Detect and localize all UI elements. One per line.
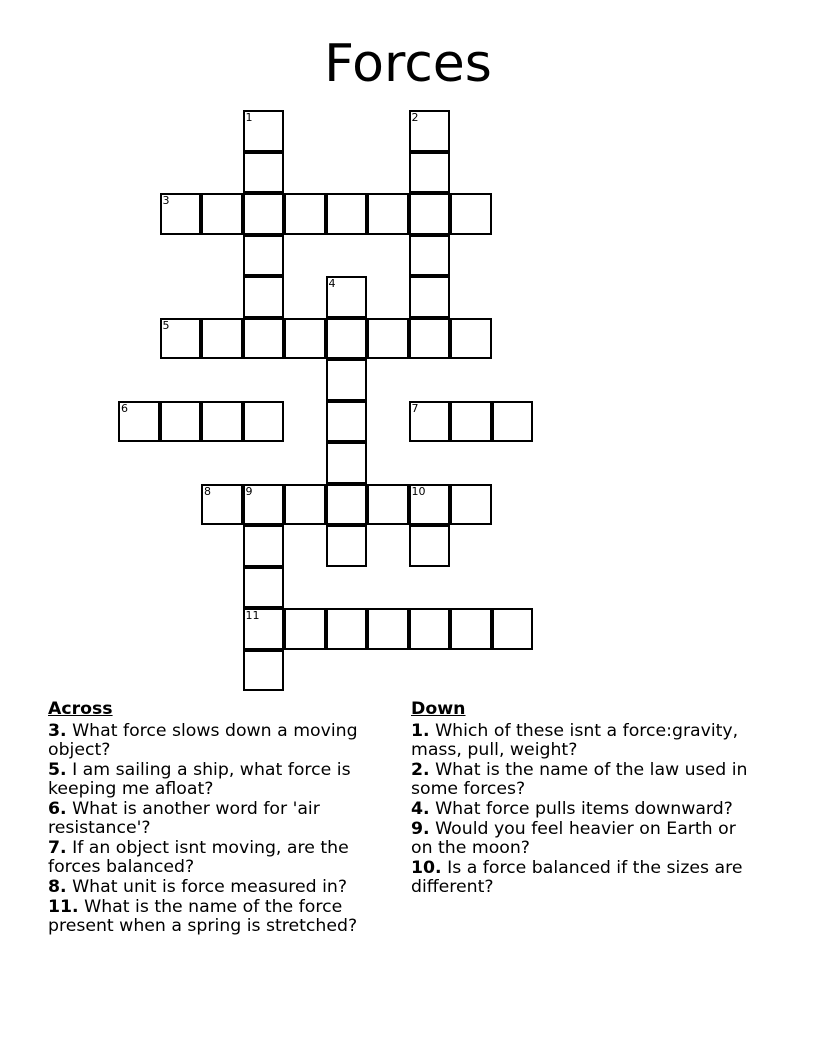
page-title: Forces [324, 34, 492, 94]
grid-cell[interactable] [409, 193, 451, 235]
clue-across-8 [48, 878, 393, 897]
grid-cell[interactable] [160, 318, 202, 360]
grid-cell[interactable] [450, 608, 492, 650]
grid-cell[interactable] [284, 318, 326, 360]
clue-text: What unit is force measured in? [72, 877, 348, 897]
clue-number: 1. [411, 721, 430, 741]
grid-cell[interactable] [367, 484, 409, 526]
grid-cell[interactable] [409, 608, 451, 650]
grid-cell[interactable] [409, 401, 451, 443]
grid-cell[interactable] [243, 525, 285, 567]
clue-across-3 [48, 722, 393, 760]
grid-cell[interactable] [326, 608, 368, 650]
grid-cell[interactable] [409, 110, 451, 152]
grid-cell[interactable] [450, 484, 492, 526]
grid-cell[interactable] [409, 152, 451, 194]
grid-cell[interactable] [243, 152, 285, 194]
grid-cell[interactable] [243, 193, 285, 235]
grid-cell[interactable] [409, 235, 451, 277]
grid-cell[interactable] [284, 608, 326, 650]
grid-cell[interactable] [326, 276, 368, 318]
cell-number: 9 [245, 484, 253, 498]
grid-cell[interactable] [118, 401, 160, 443]
grid-cell[interactable] [243, 608, 285, 650]
cell-number: 4 [328, 277, 336, 290]
grid-cell[interactable] [326, 401, 368, 443]
grid-cell[interactable] [326, 525, 368, 567]
grid-cell[interactable] [409, 318, 451, 360]
clue-text: What force pulls items downward? [435, 799, 733, 819]
grid-cell[interactable] [367, 608, 409, 650]
grid-cell[interactable] [243, 650, 285, 692]
down-heading: Down [411, 699, 466, 719]
clue-down-9 [411, 820, 756, 858]
grid-cell[interactable] [201, 193, 243, 235]
cell-number: 1 [245, 111, 253, 124]
grid-cell[interactable] [326, 484, 368, 526]
clue-number: 2. [411, 760, 430, 780]
grid-cell[interactable] [326, 442, 368, 484]
clue-number: 6. [48, 799, 67, 819]
clue-text: I am sailing a ship, what force is keeping me afloat? [48, 760, 351, 799]
grid-cell[interactable] [243, 318, 285, 360]
grid-cell[interactable] [284, 193, 326, 235]
grid-cell[interactable] [243, 276, 285, 318]
cell-number: 10 [411, 484, 426, 498]
grid-cell[interactable] [243, 567, 285, 609]
clue-across-6 [48, 800, 393, 838]
grid-cell[interactable] [201, 318, 243, 360]
clue-across-7 [48, 839, 393, 877]
grid-cell[interactable] [450, 318, 492, 360]
clue-number: 5. [48, 760, 67, 780]
clue-number: 7. [48, 838, 67, 858]
grid-cell[interactable] [326, 359, 368, 401]
clue-down-4 [411, 800, 756, 819]
grid-cell[interactable] [326, 193, 368, 235]
clue-text: Is a force balanced if the sizes are different? [411, 858, 743, 897]
clue-text: If an object isnt moving, are the forces balanced? [48, 838, 349, 877]
grid-cell[interactable] [492, 608, 534, 650]
clue-down-2 [411, 761, 756, 799]
cell-number: 7 [411, 401, 419, 415]
cell-number: 5 [162, 318, 170, 332]
clue-text: Would you feel heavier on Earth or on the moon? [411, 819, 736, 858]
down-clues [411, 700, 756, 898]
clue-across-11 [48, 898, 393, 936]
across-heading: Across [48, 699, 113, 719]
cell-number: 11 [245, 609, 260, 622]
grid-cell[interactable] [160, 193, 202, 235]
grid-cell[interactable] [243, 401, 285, 443]
grid-cell[interactable] [243, 235, 285, 277]
clue-number: 8. [48, 877, 67, 897]
grid-cell[interactable] [450, 401, 492, 443]
cell-number: 2 [411, 111, 419, 124]
clue-number: 11. [48, 897, 79, 917]
clue-number: 10. [411, 858, 442, 878]
clue-down-1 [411, 722, 756, 760]
grid-cell[interactable] [409, 525, 451, 567]
across-clues [48, 700, 393, 937]
cell-number: 3 [162, 194, 170, 207]
grid-cell[interactable] [201, 484, 243, 526]
grid-cell[interactable] [284, 484, 326, 526]
clue-text: What force slows down a moving object? [48, 721, 358, 760]
grid-cell[interactable] [160, 401, 202, 443]
clue-across-5 [48, 761, 393, 799]
grid-cell[interactable] [409, 484, 451, 526]
clue-text: What is another word for 'air resistance'? [48, 799, 320, 838]
grid-cell[interactable] [367, 193, 409, 235]
clue-number: 4. [411, 799, 430, 819]
grid-cell[interactable] [367, 318, 409, 360]
clue-text: Which of these isnt a force:gravity, mass, pull, weight? [411, 721, 739, 760]
cell-number: 6 [121, 401, 128, 415]
grid-cell[interactable] [243, 484, 285, 526]
clue-number: 3. [48, 721, 67, 741]
clue-text: What is the name of the law used in some forces? [411, 760, 748, 799]
grid-cell[interactable] [243, 110, 285, 152]
clue-number: 9. [411, 819, 430, 839]
grid-cell[interactable] [326, 318, 368, 360]
clue-text: What is the name of the force present when a spring is stretched? [48, 897, 358, 936]
grid-cell[interactable] [409, 276, 451, 318]
clue-down-10 [411, 859, 756, 897]
cell-number: 8 [204, 484, 211, 498]
grid-cell[interactable] [201, 401, 243, 443]
grid-cell[interactable] [492, 401, 534, 443]
grid-cell[interactable] [450, 193, 492, 235]
